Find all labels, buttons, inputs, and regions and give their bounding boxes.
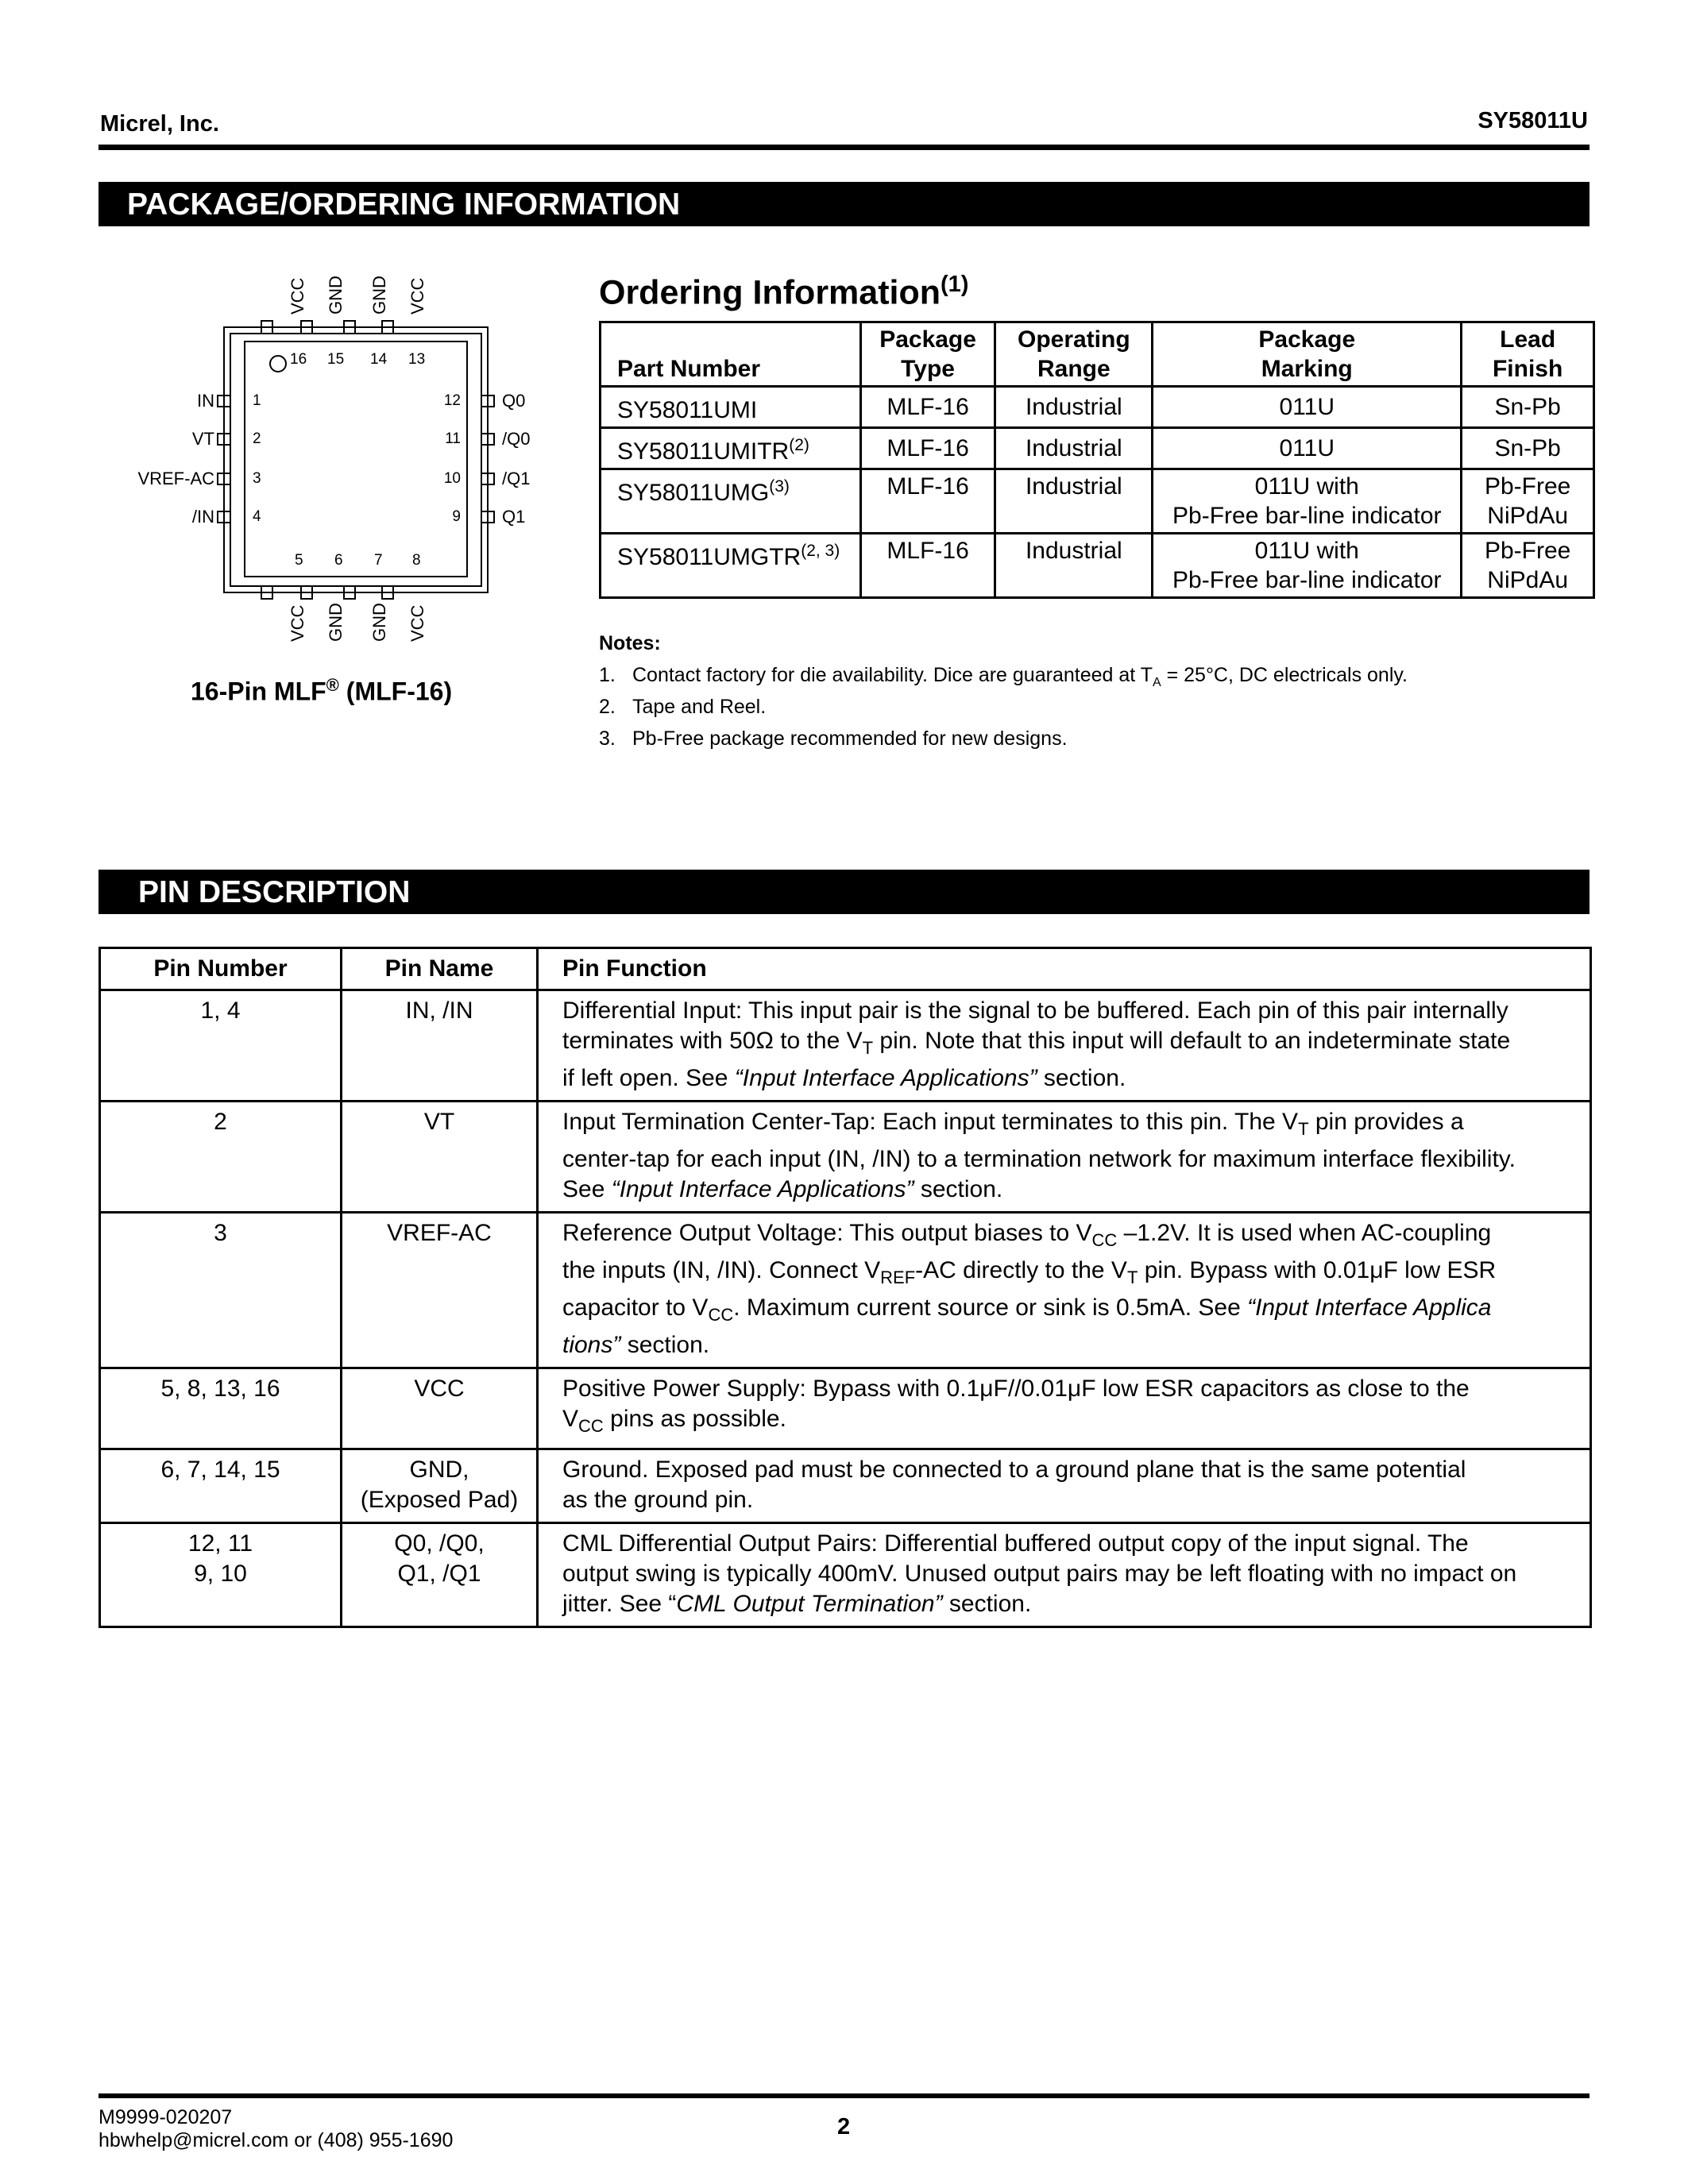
pin-num-right-2: 11 xyxy=(445,430,461,447)
pin-num-bottom-1: 5 xyxy=(295,552,303,569)
header-lead-finish: Lead Finish xyxy=(1462,322,1594,387)
table-row: SY58011UMI MLF-16 Industrial 011U Sn-Pb xyxy=(601,387,1594,428)
pin-num-top-1: 16 xyxy=(290,351,307,368)
ordering-table xyxy=(599,321,1595,599)
header-rule xyxy=(98,145,1590,150)
header-part-number: Part Number xyxy=(601,322,861,387)
pin-label-left-3: VREF-AC xyxy=(137,469,214,488)
pin-label-right-4: Q1 xyxy=(502,507,526,527)
pin-num-left-1: 1 xyxy=(253,392,261,409)
note-1: 1. Contact factory for die availability. Dice are guaranteed at $T_A = 25^\circ C$, DC electricals only. xyxy=(599,664,1408,689)
pin-num-top-2: 15 xyxy=(327,351,345,368)
table-row: 1, 4 IN, /IN Differential Input: This input pair is the signal to be buffered. Each pin of this pair internally terminates with 50Ω to the $V_T$ pin. Note that this input will default to an indeterminate state if left open. See “Input Interface Applications” section. xyxy=(100,990,1591,1102)
pin-num-right-4: 9 xyxy=(452,508,461,525)
pin-num-left-3: 3 xyxy=(253,470,261,487)
part-number-header: SY58011U xyxy=(1477,108,1588,133)
header-package-marking: Package Marking xyxy=(1153,322,1462,387)
pin-num-left-4: 4 xyxy=(253,508,261,525)
page-number: 2 xyxy=(837,2114,851,2140)
pin-label-bottom-1: VCC xyxy=(288,604,307,642)
table-row: SY58011UMITR$^{(2)}$ MLF-16 Industrial 011U Sn-Pb xyxy=(601,428,1594,469)
table-row: 12, 11 9, 10 Q0, /Q0, Q1, /Q1 CML Differential Output Pairs: Differential buffered output copy of the input signal. The output swing is typically 400mV. Unused output pairs may be left floating with no impact on jitter. See “CML Output Termination” section. xyxy=(100,1523,1591,1627)
pin-num-top-3: 14 xyxy=(370,351,388,368)
contact: hbwhelp@micrel.com or (408) 955-1690 xyxy=(98,2129,454,2151)
pin-num-bottom-2: 6 xyxy=(334,552,343,569)
header-pin-number: Pin Number xyxy=(100,948,342,990)
notes-title: Notes: xyxy=(599,632,661,654)
pin-num-top-4: 13 xyxy=(408,351,426,368)
header-operating-range: Operating Range xyxy=(995,322,1153,387)
package-diagram xyxy=(95,262,604,675)
header-pin-name: Pin Name xyxy=(342,948,538,990)
pin-num-right-1: 12 xyxy=(443,392,461,409)
header-pin-function: Pin Function xyxy=(538,948,1591,990)
pin-label-top-1: VCC xyxy=(288,277,307,314)
ordering-header-row xyxy=(601,322,1594,387)
header-package-type: Package Type xyxy=(860,322,995,387)
note-3: 3. Pb-Free package recommended for new designs. xyxy=(599,727,1068,750)
pin-label-top-3: GND xyxy=(369,276,389,314)
pin-label-left-4: /IN xyxy=(191,507,214,527)
pin-label-top-2: GND xyxy=(326,276,346,314)
table-row: SY58011UMG$^{(3)}$ MLF-16 Industrial 011U with Pb-Free bar-line indicator Pb-Free NiPdAu xyxy=(601,469,1594,534)
pin-num-bottom-3: 7 xyxy=(374,552,383,569)
pin-label-left-1: IN xyxy=(197,391,214,411)
pin-num-bottom-4: 8 xyxy=(412,552,421,569)
table-row: SY58011UMGTR$^{(2, 3)}$ MLF-16 Industrial 011U with Pb-Free bar-line indicator Pb-Free NiPdAu xyxy=(601,534,1594,598)
ordering-title: Ordering Information$^{(1)}$ xyxy=(599,272,969,312)
footer-info xyxy=(98,2106,453,2152)
doc-number: M9999-020207 xyxy=(98,2106,233,2128)
table-row: 3 VREF-AC Reference Output Voltage: This output biases to $V_{CC}$ –1.2V. It is used when AC-coupling the inputs (IN, /IN). Connect $V_{REF}-AC$ directly to the $V_T$ pin. Bypass with 0.01μF low ESR capacitor to $V_{CC}$. Maximum current source or sink is 0.5mA. See “Input Interface Applica tions” section. xyxy=(100,1213,1591,1368)
pin-label-bottom-3: GND xyxy=(369,603,389,642)
company-name: Micrel, Inc. xyxy=(100,111,219,137)
pin-label-top-4: VCC xyxy=(408,277,427,314)
section-pin-description: PIN DESCRIPTION xyxy=(98,870,1590,914)
pin-label-right-3: /Q1 xyxy=(502,469,531,488)
pin-label-left-2: VT xyxy=(191,429,214,449)
pin-description-table xyxy=(98,947,1592,1628)
section-package-ordering: PACKAGE/ORDERING INFORMATION xyxy=(98,182,1590,226)
table-row: 6, 7, 14, 15 GND, (Exposed Pad) Ground. Exposed pad must be connected to a ground plane that is the same potential as the ground pin. xyxy=(100,1449,1591,1523)
pin-header-row xyxy=(100,948,1591,990)
package-caption: 16-Pin MLF® (MLF-16) xyxy=(191,675,453,706)
footer-rule xyxy=(98,2093,1590,2098)
table-row: 2 VT Input Termination Center-Tap: Each input terminates to this pin. The $V_T$ pin provides a center-tap for each input (IN, /IN) to a termination network for maximum interface flexibility. See “Input Interface Applications” section. xyxy=(100,1102,1591,1213)
pin-label-bottom-2: GND xyxy=(326,603,346,642)
pin-label-right-1: Q0 xyxy=(502,391,526,411)
pin-num-left-2: 2 xyxy=(253,430,261,447)
note-2: 2. Tape and Reel. xyxy=(599,696,767,718)
pin-label-right-2: /Q0 xyxy=(502,429,531,449)
pin-num-right-3: 10 xyxy=(443,470,461,487)
table-row: 5, 8, 13, 16 VCC Positive Power Supply: Bypass with 0.1μF//0.01μF low ESR capacitors as close to the $V_{CC}$ pins as possible. xyxy=(100,1368,1591,1449)
pin-label-bottom-4: VCC xyxy=(408,604,427,642)
